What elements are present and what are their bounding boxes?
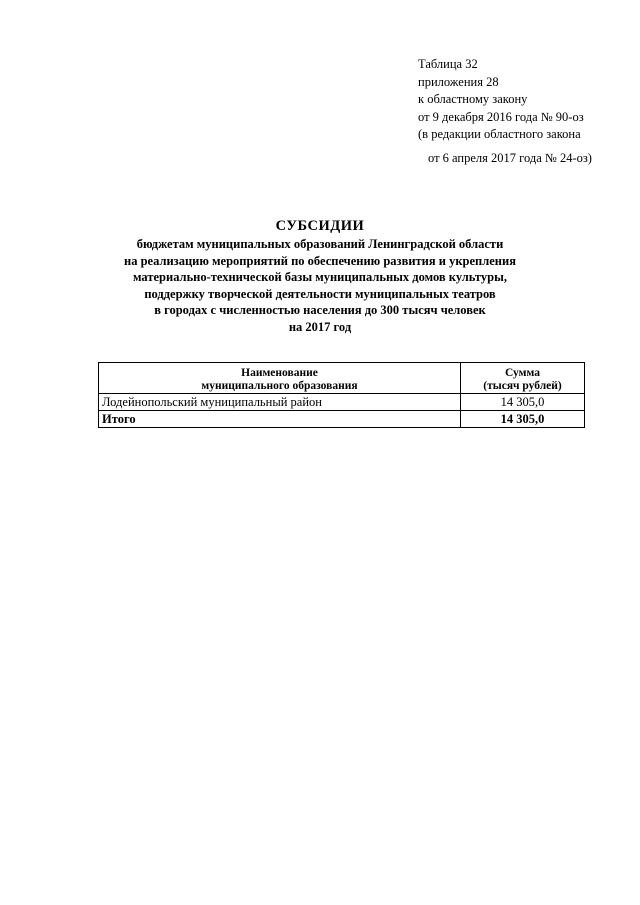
header-line-law-date: от 9 декабря 2016 года № 90-оз (418, 109, 584, 124)
title-line-1: бюджетам муниципальных образований Ленинградской области (136, 237, 504, 251)
document-title: СУБСИДИИ (275, 218, 365, 234)
total-amount-cell: 14 305,0 (461, 411, 585, 428)
title-line-6: на 2017 год (288, 319, 352, 334)
document-title-block (60, 216, 580, 335)
title-line-4: поддержку творческой деятельности муниципальных театров (144, 286, 496, 301)
table-row (99, 394, 585, 411)
header-line-table-number: Таблица 32 (418, 57, 478, 71)
header-line-law: к областному закону (418, 92, 528, 106)
municipality-name-cell: Лодейнопольский муниципальный район (99, 394, 461, 411)
subsidy-amount-cell: 14 305,0 (461, 394, 585, 411)
subsidy-table (98, 362, 585, 428)
total-label-cell: Итого (99, 411, 461, 428)
title-line-3: материально-технической базы муниципальных домов культуры, (133, 270, 507, 284)
title-line-2: на реализацию мероприятий по обеспечению развития и укрепления (124, 253, 516, 268)
table-total-row (99, 411, 585, 428)
column-header-name: Наименование муниципального образования (99, 363, 461, 394)
header-line-appendix: приложения 28 (418, 74, 499, 89)
header-line-edition: (в редакции областного закона (418, 127, 581, 141)
column-header-sum: Сумма (тысяч рублей) (461, 363, 585, 394)
title-line-5: в городах с численностью населения до 300 тысяч человек (154, 303, 486, 317)
table-header-row (99, 363, 585, 394)
header-line-amendment-date: от 6 апреля 2017 года № 24-оз) (428, 150, 592, 165)
header-reference-block (418, 56, 592, 167)
